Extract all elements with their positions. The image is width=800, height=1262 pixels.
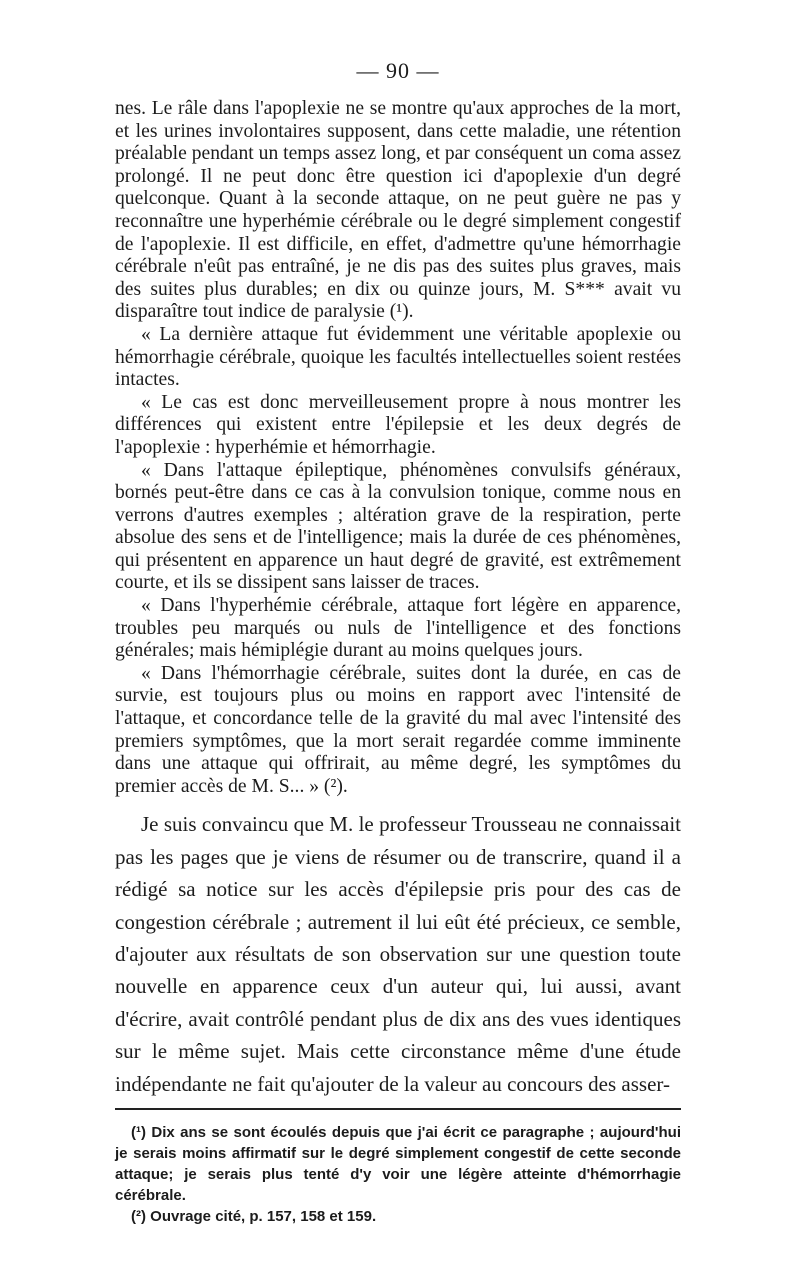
body-paragraph: Je suis convaincu que M. le professeur Trousseau ne connaissait pas les pages que je viens de résumer ou de transcrire, quand il a rédigé sa notice sur les accès d'épilepsie pris pour des cas de congestion cérébrale ; autrement il lui eût été précieux, ce semble, d'ajouter aux résultats de son observation sur une question toute nouvelle en apparence ceux d'un auteur qui, lui aussi, avant d'écrire, avait contrôlé pendant plus de dix ans des vues identiques sur le même sujet. Mais cette circonstance même d'une étude indépendante ne fait qu'ajouter de la valeur au concours des asser- [115,812,681,1096]
footnote-marker: (¹) [131,1124,146,1142]
footnotes [115,1122,681,1227]
quoted-paragraph: « Le cas est donc merveilleusement propre à nous montrer les différences qui existent entre l'épilepsie et les deux degrés de l'apoplexie : hyperhémie et hémorrhagie. [115,391,681,458]
footnote-marker: (²) [131,1208,146,1226]
page [115,58,681,1227]
page-number: — 90 — [356,58,440,83]
footnote-1 [115,1122,681,1206]
quoted-passage [115,98,681,798]
main-text [115,808,681,1100]
footnote-2 [115,1206,681,1227]
quoted-paragraph: « La dernière attaque fut évidemment une véritable apoplexie ou hémorrhagie cérébrale, quoique les facultés intellectuelles soient restées intactes. [115,323,681,391]
quoted-paragraph: « Dans l'hémorrhagie cérébrale, suites dont la durée, en cas de survie, est toujours plus ou moins en rapport avec l'intensité de l'attaque, et concordance telle de la gravité du mal avec l'intensité des premiers symptômes, que la mort serait regardée comme imminente dans une attaque qui offrirait, au même degré, les symptômes du premier accès de M. S... » (²). [115,662,681,797]
quoted-paragraph: nes. Le râle dans l'apoplexie ne se montre qu'aux approches de la mort, et les urines involontaires supposent, dans cette maladie, une rétention préalable pendant un temps assez long, et par conséquent un coma assez prolongé. Il ne peut donc être question ici d'apoplexie d'un degré quelconque. Quant à la seconde attaque, on ne peut guère ne pas y reconnaître une hyperhémie cérébrale ou le degré simplement congestif de l'apoplexie. Il est difficile, en effet, d'admettre qu'une hémorrhagie cérébrale n'eût pas entraîné, je ne dis pas des suites plus graves, mais des suites plus durables; en dix ou quinze jours, M. S*** avait vu disparaître tout indice de paralysie (¹). [115,98,681,323]
footnote-text: Ouvrage cité, p. 157, 158 et 159. [150,1208,377,1226]
quoted-paragraph: « Dans l'attaque épileptique, phénomènes convulsifs généraux, bornés peut-être dans ce cas à la convulsion tonique, comme nous en verrons d'autres exemples ; altération grave de la respiration, perte absolue des sens et de l'intelligence; mais la durée de ces phénomènes, qui présentent en apparence un haut degré de gravité, est extrêmement courte, et ils se dissipent sans laisser de traces. [115,459,681,594]
quoted-paragraph: « Dans l'hyperhémie cérébrale, attaque fort légère en apparence, troubles peu marqués ou nuls de l'intelligence et des fonctions générales; mais hémiplégie durant au moins quelques jours. [115,595,681,662]
footnote-text: Dix ans se sont écoulés depuis que j'ai écrit ce paragraphe ; aujourd'hui je serais moins affirmatif sur le degré simplement congestif de cette seconde attaque; je serais plus tenté d'y voir une légère atteinte d'hémorrhagie cérébrale. [115,1124,681,1205]
footnote-separator [115,1108,681,1110]
